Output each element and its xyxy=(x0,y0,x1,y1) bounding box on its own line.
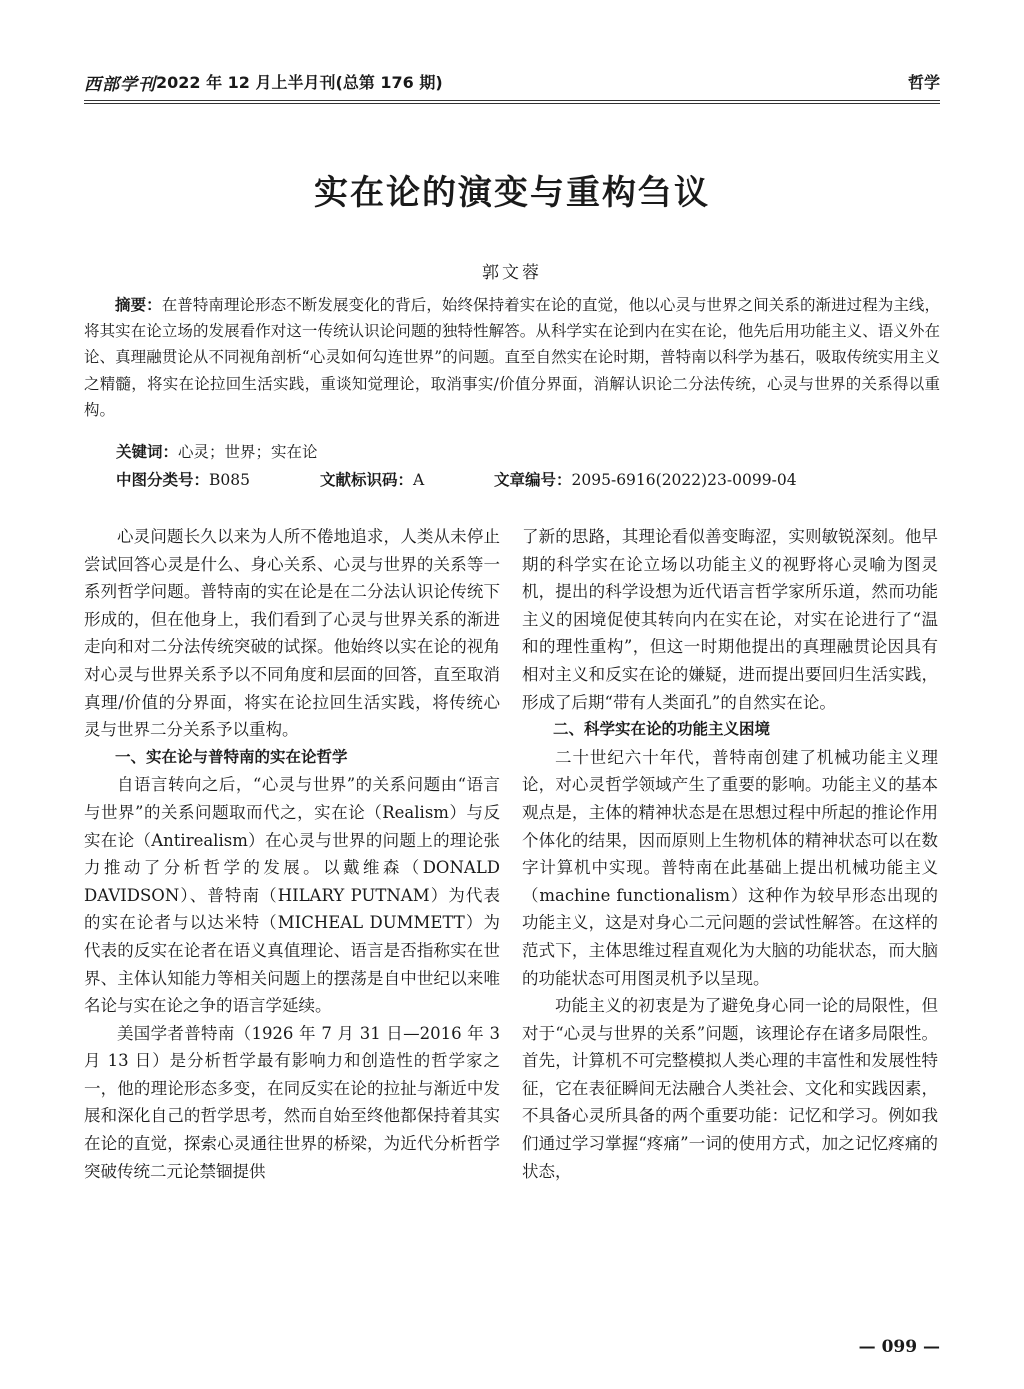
page-number: — 099 — xyxy=(858,1337,940,1357)
article-author: 郭文蓉 xyxy=(482,263,542,283)
doc-code-value: A xyxy=(413,471,425,489)
keywords-label: 关键词： xyxy=(116,443,179,461)
header-rule xyxy=(84,100,940,104)
running-header xyxy=(84,70,940,100)
abstract-text: 在普特南理论形态不断发展变化的背后，始终保持着实在论的直觉，他以心灵与世界之间关系的渐进过程为主线，将其实在论立场的发展看作对这一传统认识论问题的独特性解答。从科学实在论到内在实在论，他先后用功能主义、语义外在论、真理融贯论从不同视角剖析“心灵如何勾连世界”的问题。直至自然实在论时期，普特南以科学为基石，吸取传统实用主义之精髓，将实在论拉回生活实践，重谈知觉理论，取消事实/价值分界面，消解认识论二分法传统，心灵与世界的关系得以重构。 xyxy=(84,296,940,419)
clc-value: B085 xyxy=(209,471,250,489)
issue-info: 2022 年 12 月上半月刊(总第 176 期) xyxy=(156,73,443,92)
article-no-label: 文章编号： xyxy=(494,471,572,489)
paragraph: 功能主义的初衷是为了避免身心同一论的局限性，但对于“心灵与世界的关系”问题，该理论存在诸多局限性。首先，计算机不可完整模拟人类心理的丰富性和发展性特征，它在表征瞬间无法融合人类社会、文化和实践因素，不具备心灵所具备的两个重要功能：记忆和学习。例如我们通过学习掌握“疼痛”一词的使用方式，加之记忆疼痛的状态， xyxy=(522,996,938,1181)
body-column-right xyxy=(522,523,938,1185)
section-heading-1: 一、实在论与普特南的实在论哲学 xyxy=(115,747,348,766)
abstract xyxy=(84,292,940,423)
article-number xyxy=(494,468,797,490)
doc-code-label: 文献标识码： xyxy=(320,471,414,489)
section-heading-2: 二、科学实在论的功能主义困境 xyxy=(553,720,771,739)
clc-label: 中图分类号： xyxy=(116,471,210,489)
paragraph: 心灵问题长久以来为人所不倦地追求，人类从未停止尝试回答心灵是什么、身心关系、心灵与世界的关系等一系列哲学问题。普特南的实在论是在二分法认识论传统下形成的，但在他身上，我们看到了心灵与世界关系的渐进走向和对二分法传统突破的试探。他始终以实在论的视角对心灵与世界关系予以不同角度和层面的回答，直至取消真理/价值的分界面，将实在论拉回生活实践，将传统心灵与世界二分关系予以重构。 xyxy=(84,527,500,740)
journal-logo: 西部学刊 xyxy=(84,75,156,95)
section-label: 哲学 xyxy=(907,73,940,92)
keywords xyxy=(116,440,318,462)
paragraph: 美国学者普特南（1926 年 7 月 31 日—2016 年 3 月 13 日）是分析哲学最有影响力和创造性的哲学家之一，他的理论形态多变，在同反实在论的拉扯与渐近中发展和深化自己的哲学思考，然而自始至终他都保持着其实在论的直觉，探索心灵通往世界的桥梁，为近代分析哲学突破传统二元论禁锢提供 xyxy=(84,1023,500,1181)
article-no-value: 2095-6916(2022)23-0099-04 xyxy=(571,471,797,489)
paragraph: 自语言转向之后，“心灵与世界”的关系问题由“语言与世界”的关系问题取而代之，实在论（Realism）与反实在论（Antirealism）在心灵与世界的问题上的理论张力推动了分析哲学的发展。以戴维森（DONALD DAVIDSON）、普特南（HILARY PUTNAM）为代表的实在论者与以达米特（MICHEAL DUMMETT）为代表的反实在论者在语义真值理论、语言是否指称实在世界、主体认知能力等相关问题上的摆荡是自中世纪以来唯名论与实在论之争的语言学延续。 xyxy=(84,775,500,1016)
paragraph: 二十世纪六十年代，普特南创建了机械功能主义理论，对心灵哲学领域产生了重要的影响。功能主义的基本观点是，主体的精神状态是在思想过程中所起的推论作用个体化的结果，因而原则上生物机体的精神状态可以在数字计算机中实现。普特南在此基础上提出机械功能主义（machine functionalism）这种作为较早形态出现的功能主义，这是对身心二元问题的尝试性解答。在这样的范式下，主体思维过程直观化为大脑的功能状态，而大脑的功能状态可用图灵机予以呈现。 xyxy=(522,747,938,988)
body-column-left xyxy=(84,523,500,1185)
paragraph-continued: 了新的思路，其理论看似善变晦涩，实则敏锐深刻。他早期的科学实在论立场以功能主义的视野将心灵喻为图灵机，提出的科学设想为近代语言哲学家所乐道，然而功能主义的困境促使其转向内在实在论，对实在论进行了“温和的理性重构”，但这一时期他提出的真理融贯论因具有相对主义和反实在论的嫌疑，进而提出要回归生活实践，形成了后期“带有人类面孔”的自然实在论。 xyxy=(522,527,938,712)
article-title: 实在论的演变与重构刍议 xyxy=(314,173,710,213)
clc-number xyxy=(116,468,250,490)
classification-line xyxy=(116,468,940,490)
keywords-text: 心灵；世界；实在论 xyxy=(178,443,318,461)
abstract-label: 摘要： xyxy=(115,296,162,314)
document-code xyxy=(320,468,424,490)
